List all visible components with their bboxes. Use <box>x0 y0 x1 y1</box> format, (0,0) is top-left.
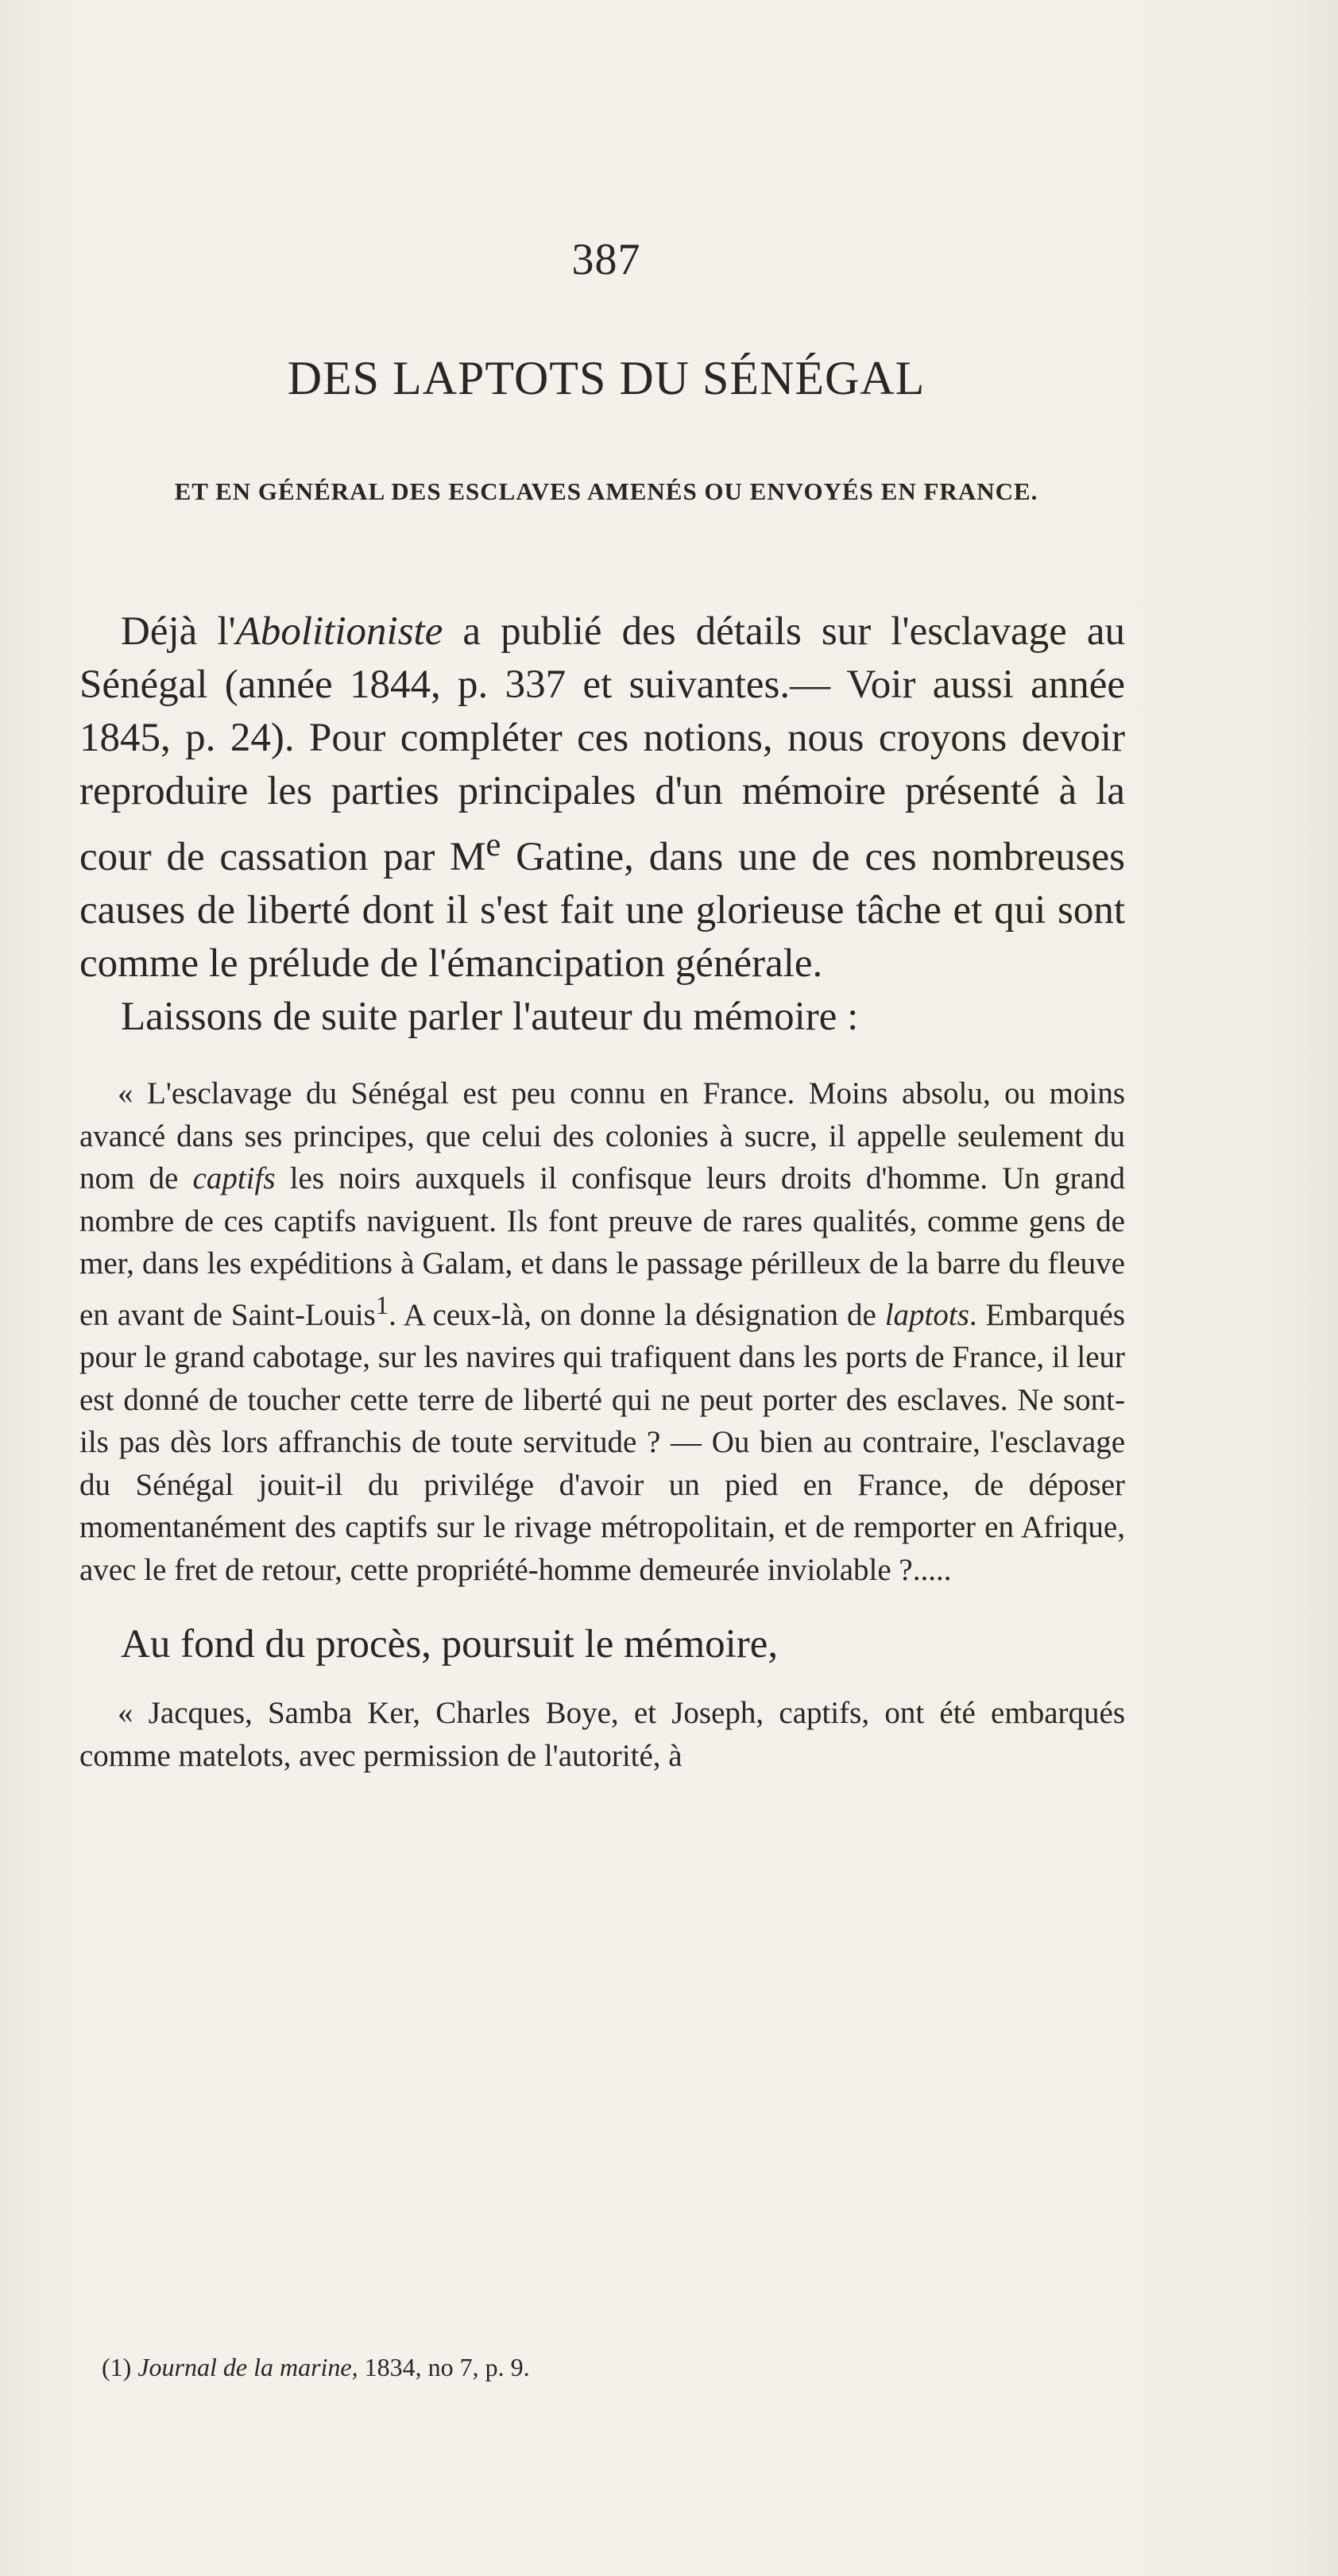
quote1-text-4: . Embarqués pour le grand cabotage, sur les navires qui trafiquent dans les ports de France, il leur est donné de toucher cette terre de liberté qui ne peut porter des esclaves. Ne sont-ils pas dès lors affranchis de toute servitude ? — Ou bien au contraire, l'esclavage du Sénégal jouit-il du privilége d'avoir un pied en France, de déposer momentanément des captifs sur le rivage métropolitain, et de remporter en Afrique, avec le fret de retour, cette propriété-homme demeurée inviolable ?..... <box>79 1297 1125 1587</box>
journal-name: Abolitioniste <box>235 609 443 654</box>
footnote-reference: 1 <box>375 1291 389 1320</box>
chapter-title: DES LAPTOTS DU SÉNÉGAL <box>287 352 926 404</box>
captifs-term: captifs <box>192 1161 276 1195</box>
intro-text-1: Déjà l' <box>121 609 236 654</box>
quote-paragraph-1 <box>79 1072 1125 1591</box>
intro-text-2: a publié des détails sur l'esclavage au Sénégal (année 1844, p. 337 et suivantes.— Voir aussi année 1845, p. 24). Pour compléter ces notions, nous croyons devoir reproduire les parties principales d'un mémoire présenté à la cour de cassation par M <box>79 609 1125 879</box>
quote2-text: « Jacques, Samba Ker, Charles Boye, et Joseph, captifs, ont été embarqués comme matelots, avec permission de l'autorité, à <box>79 1696 1125 1773</box>
intro-text-3: Gatine, dans une de ces nombreuses causes de liberté dont il s'est fait une glorieuse tâche et qui sont comme le prélude de l'émancipation générale. <box>79 835 1126 986</box>
quote1-text-3: . A ceux-là, on donne la désignation de <box>389 1297 885 1332</box>
quote1-text-2: les noirs auxquels il confisque leurs droits d'homme. Un grand nombre de ces captifs naviguent. Ils font preuve de rares qualités, comme gens de mer, dans les expéditions à Galam, et dans le passage périlleux de la barre du fleuve en avant de Saint-Louis <box>79 1161 1125 1332</box>
quote-paragraph-2 <box>79 1692 1125 1777</box>
page-number: 387 <box>571 235 641 284</box>
chapter-subtitle: ET EN GÉNÉRAL DES ESCLAVES AMENÉS OU ENVOYÉS EN FRANCE. <box>174 477 1038 505</box>
footnote-details: 1834, no 7, p. 9. <box>358 2353 530 2381</box>
intro-superscript: e <box>485 826 501 863</box>
footnote <box>102 2350 530 2385</box>
footnote-source: Journal de la marine, <box>137 2353 358 2381</box>
continuation-paragraph: Au fond du procès, poursuit le mémoire, <box>121 1622 779 1666</box>
laptots-term: laptots <box>884 1297 969 1332</box>
footnote-number: (1) <box>102 2353 132 2381</box>
lead-in-paragraph: Laissons de suite parler l'auteur du mémoire : <box>121 994 859 1039</box>
intro-paragraph <box>79 605 1125 991</box>
body-text <box>79 605 1125 1777</box>
quote1-text-1: « L'esclavage du Sénégal est peu connu en France. Moins absolu, ou moins avancé dans ses principes, que celui des colonies à sucre, il appelle seulement du nom de <box>79 1076 1125 1195</box>
